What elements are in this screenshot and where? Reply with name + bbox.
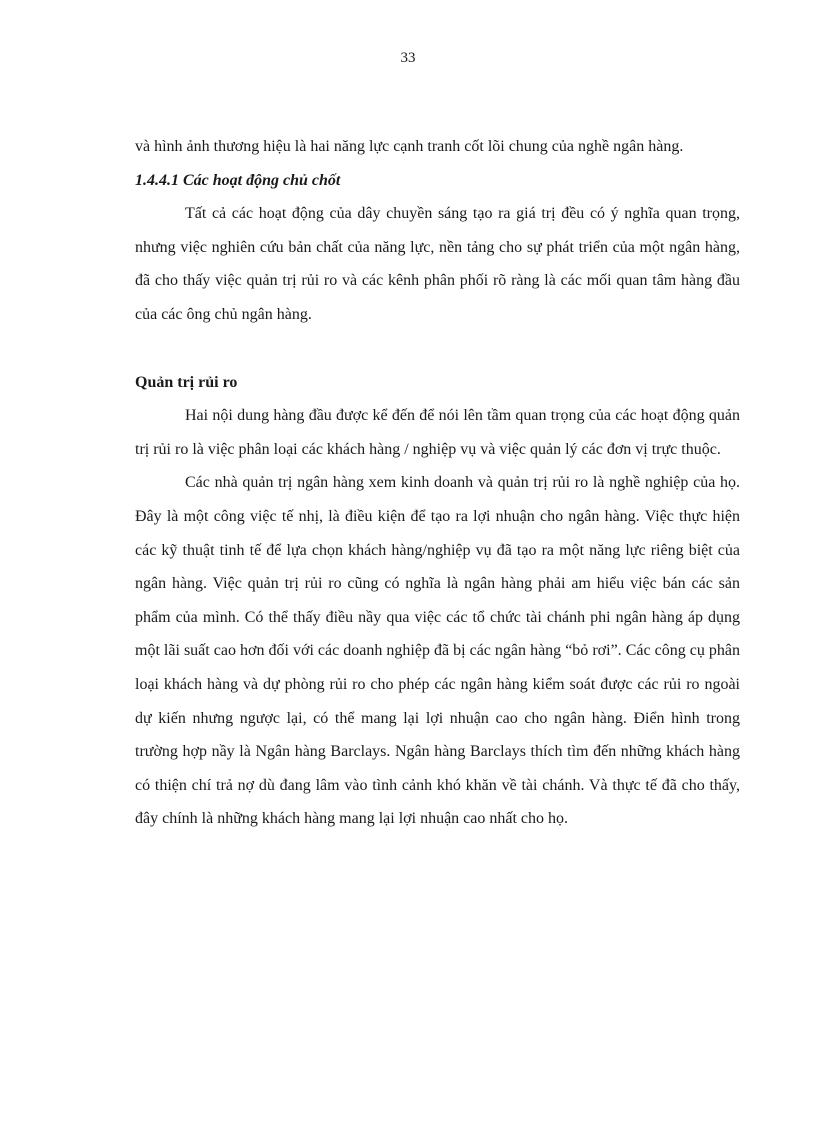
body-paragraph: Các nhà quản trị ngân hàng xem kinh doanh và quản trị rủi ro là nghề nghiệp của họ. Đây là một công việc tế nhị, là điều kiện để tạo ra lợi nhuận cho ngân hàng. Việc thực hiện các kỹ thuật tinh tế để lựa chọn khách hàng/nghiệp vụ đã tạo ra một năng lực riêng biệt của ngân hàng. Việc quản trị rủi ro cũng có nghĩa là ngân hàng phải am hiểu việc bán các sản phẩm của mình. Có thể thấy điều nầy qua việc các tổ chức tài chánh phi ngân hàng áp dụng một lãi suất cao hơn đối với các doanh nghiệp đã bị các ngân hàng “bỏ rơi”. Các công cụ phân loại khách hàng và dự phòng rủi ro cho phép các ngân hàng kiểm soát được các rủi ro ngoài dự kiến nhưng ngược lại, có thể mang lại lợi nhuận cao cho ngân hàng. Điển hình trong trường hợp nầy là Ngân hàng Barclays. Ngân hàng Barclays thích tìm đến những khách hàng có thiện chí trả nợ dù đang lâm vào tình cảnh khó khăn về tài chánh. Và thực tế đã cho thấy, đây chính là những khách hàng mang lại lợi nhuận cao nhất cho họ. [135, 474, 740, 828]
intro-paragraph: và hình ảnh thương hiệu là hai năng lực cạnh tranh cốt lõi chung của nghề ngân hàng. [135, 138, 684, 155]
page-body [135, 130, 740, 836]
section-heading: Quản trị rủi ro [135, 373, 238, 391]
subsection-heading: 1.4.4.1 Các hoạt động chủ chốt [135, 171, 341, 189]
body-paragraph: Hai nội dung hàng đầu được kể đến để nói lên tầm quan trọng của các hoạt động quản trị rủi ro là việc phân loại các khách hàng / nghiệp vụ và việc quản lý các đơn vị trực thuộc. [135, 407, 740, 458]
page-number: 33 [400, 50, 416, 66]
subsection-paragraph: Tất cả các hoạt động của dây chuyền sáng tạo ra giá trị đều có ý nghĩa quan trọng, nhưng việc nghiên cứu bản chất của năng lực, nền tảng cho sự phát triển của một ngân hàng, đã cho thấy việc quản trị rủi ro và các kênh phân phối rõ ràng là các mối quan tâm hàng đầu của các ông chủ ngân hàng. [135, 205, 740, 323]
